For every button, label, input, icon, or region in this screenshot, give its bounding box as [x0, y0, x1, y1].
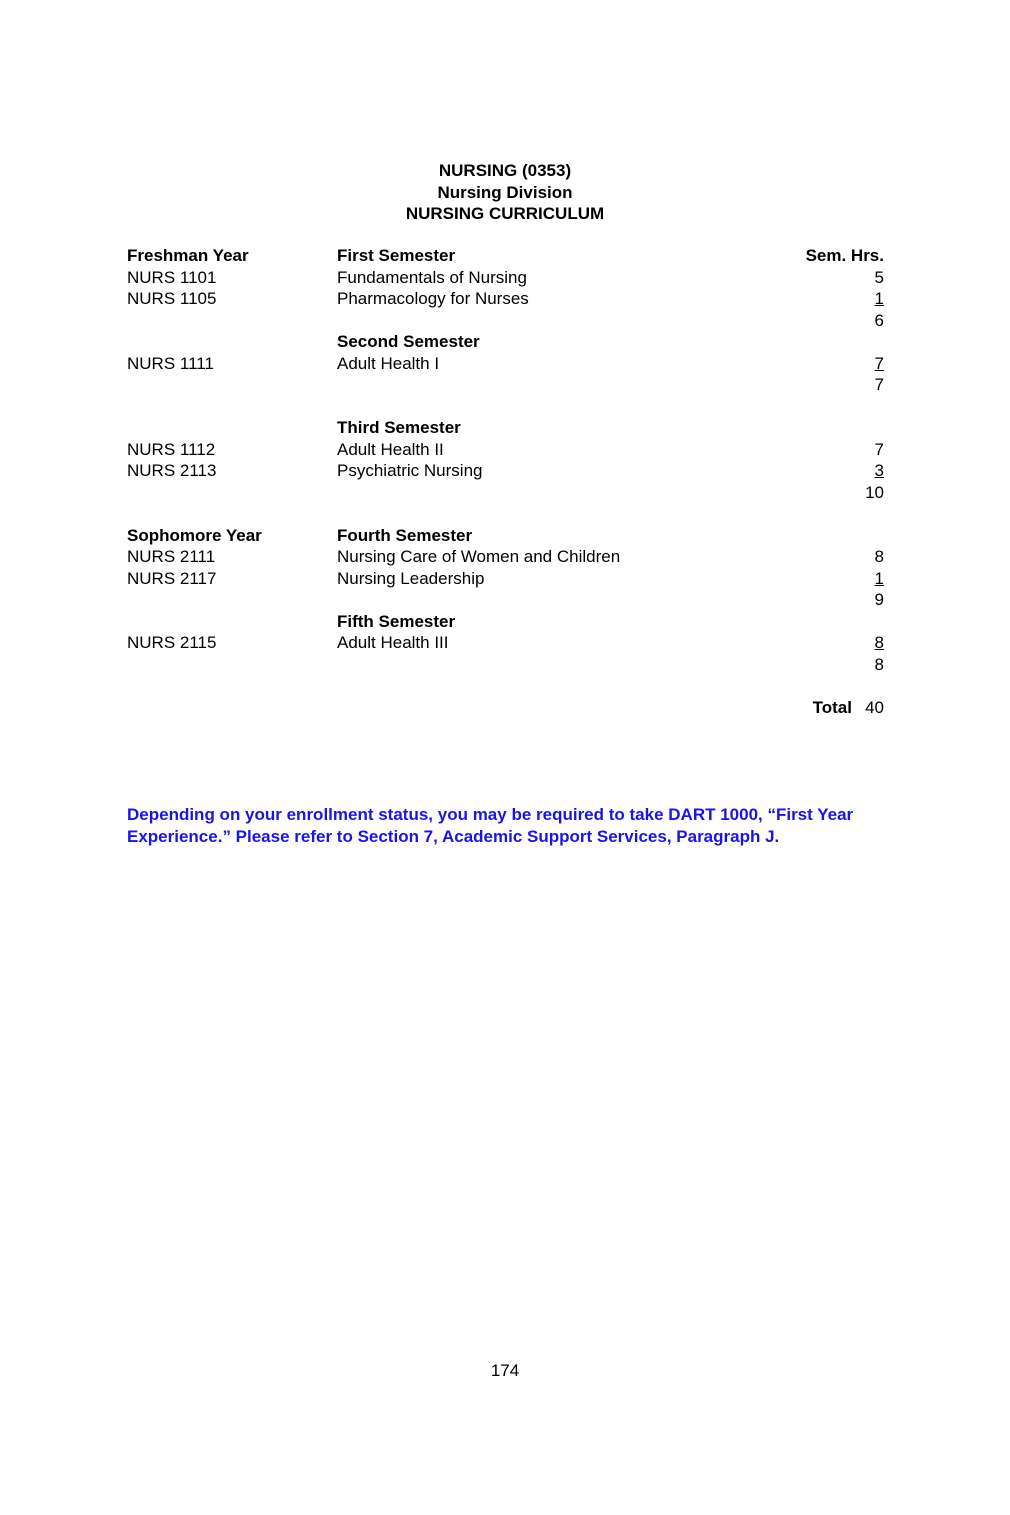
subtotal-row: [127, 482, 884, 504]
total-row: [127, 697, 884, 719]
sem-hrs-heading: Sem. Hrs.: [805, 246, 884, 265]
course-hours: 8: [874, 633, 884, 652]
spacer-row: [127, 396, 884, 418]
curriculum-title: NURSING CURRICULUM: [405, 204, 605, 223]
table-row: [127, 525, 884, 547]
course-title: Adult Health III: [337, 633, 449, 652]
semester-heading: Second Semester: [337, 332, 480, 351]
course-hours: 8: [874, 547, 884, 566]
course-hours: 1: [874, 289, 884, 308]
subtotal-row: [127, 589, 884, 611]
enrollment-note: Depending on your enrollment status, you may be required to take DART 1000, “First Year Experience.” Please refer to Section 7, Academic Support Services, Paragraph J.: [127, 805, 854, 846]
total-value: 40: [865, 697, 884, 717]
semester-subtotal: 10: [865, 482, 884, 502]
table-row: [127, 460, 884, 482]
course-title: Fundamentals of Nursing: [337, 267, 527, 287]
semester-heading: First Semester: [337, 246, 456, 265]
table-row: [127, 611, 884, 633]
course-hours: 5: [874, 267, 884, 287]
course-title: Adult Health I: [337, 353, 440, 373]
table-row: [127, 439, 884, 461]
course-hours: 1: [874, 568, 884, 588]
semester-heading: Third Semester: [337, 418, 461, 437]
course-code: NURS 2115: [127, 633, 217, 652]
semester-heading: Fourth Semester: [337, 525, 473, 545]
year-label-freshman: Freshman Year: [127, 246, 249, 265]
course-code: NURS 2111: [127, 547, 216, 566]
table-row: [127, 353, 884, 375]
table-row: [127, 245, 884, 267]
subtotal-row: [127, 654, 884, 676]
division-name: Nursing Division: [437, 182, 573, 202]
course-hours: 3: [874, 461, 884, 480]
document-header: [0, 160, 1010, 225]
course-code: NURS 1112: [127, 439, 216, 459]
course-title: Nursing Care of Women and Children: [337, 547, 621, 566]
table-row: [127, 288, 884, 310]
page-number: 174: [490, 1361, 520, 1380]
course-code: NURS 1111: [127, 353, 214, 373]
curriculum-table: [127, 245, 884, 718]
table-row: [127, 331, 884, 353]
spacer-row: [127, 503, 884, 525]
table-row: [127, 417, 884, 439]
course-title: Adult Health II: [337, 439, 444, 459]
course-title: Psychiatric Nursing: [337, 461, 483, 480]
subtotal-row: [127, 374, 884, 396]
semester-subtotal: 9: [874, 590, 884, 609]
semester-subtotal: 7: [874, 375, 884, 394]
course-hours: 7: [874, 353, 884, 373]
total-label: Total: [812, 697, 852, 717]
course-title: Nursing Leadership: [337, 568, 485, 588]
table-row: [127, 267, 884, 289]
table-row: [127, 568, 884, 590]
program-title: NURSING (0353): [438, 161, 572, 180]
semester-heading: Fifth Semester: [337, 611, 456, 631]
year-label-sophomore: Sophomore Year: [127, 525, 262, 545]
course-code: NURS 1105: [127, 289, 217, 308]
table-row: [127, 632, 884, 654]
semester-subtotal: 6: [874, 310, 884, 330]
course-code: NURS 1101: [127, 267, 217, 287]
course-hours: 7: [874, 439, 884, 459]
table-row: [127, 546, 884, 568]
subtotal-row: [127, 310, 884, 332]
spacer-row: [127, 675, 884, 697]
semester-subtotal: 8: [874, 654, 884, 674]
course-code: NURS 2117: [127, 568, 217, 588]
course-title: Pharmacology for Nurses: [337, 289, 529, 308]
course-code: NURS 2113: [127, 461, 217, 480]
